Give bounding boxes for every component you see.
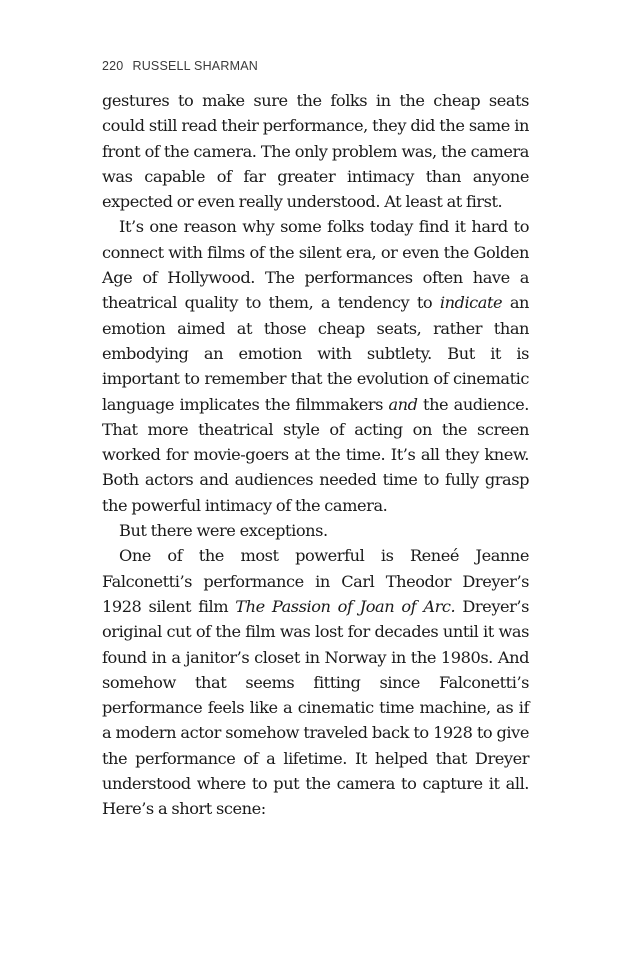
paragraph-exceptions — [102, 518, 529, 543]
running-header — [102, 59, 258, 73]
body-text — [102, 88, 529, 822]
text-run: Dreyer’s original cut of the film was lost for decades until it was found in a janitor’s closet in Norway in the 1980s. And somehow that seems fitting since Falconetti’s performance feels like a cinematic time machine, as if a modern actor somehow traveled back to 1928 to give the performance of a lifetime. It helped that Dreyer understood where to put the camera to capture it all. Here’s a short scene: — [102, 596, 529, 819]
text-run: One of the most powerful is Reneé Jeanne Falconetti’s performance in Carl Theodor Dreyer’s 1928 silent film — [102, 546, 529, 616]
film-title: The Passion of Joan of Arc. — [235, 596, 456, 616]
paragraph-silent-era — [102, 214, 529, 518]
text-run: an emotion aimed at those cheap seats, rather than embodying an emotion with subtlety. But it is important to remember that the evolution of cinematic language implicates the filmmakers — [102, 293, 529, 414]
text-run: But there were exceptions. — [119, 521, 328, 541]
paragraph-falconetti — [102, 543, 529, 821]
text-run: the audience. That more theatrical style of acting on the screen worked for movie-goers at the time. It’s all they knew. Both actors and audiences needed time to fully grasp the powerful intimacy of the camera. — [102, 394, 529, 515]
page-number: 220 — [102, 59, 124, 73]
paragraph-continuation — [102, 88, 529, 214]
text-run: It’s one reason why some folks today find it hard to connect with films of the silent era, or even the Golden Age of Hollywood. The performances often have a theatrical quality to them, a tendency to — [102, 217, 529, 313]
emphasis-and: and — [388, 394, 418, 414]
author-name: RUSSELL SHARMAN — [132, 59, 258, 73]
text-run: gestures to make sure the folks in the cheap seats could still read their performance, they did the same in front of the camera. The only problem was, the camera was capable of far greater intimacy than anyone expected or even really understood. At least at first. — [102, 91, 529, 212]
emphasis-indicate: indicate — [439, 293, 503, 313]
